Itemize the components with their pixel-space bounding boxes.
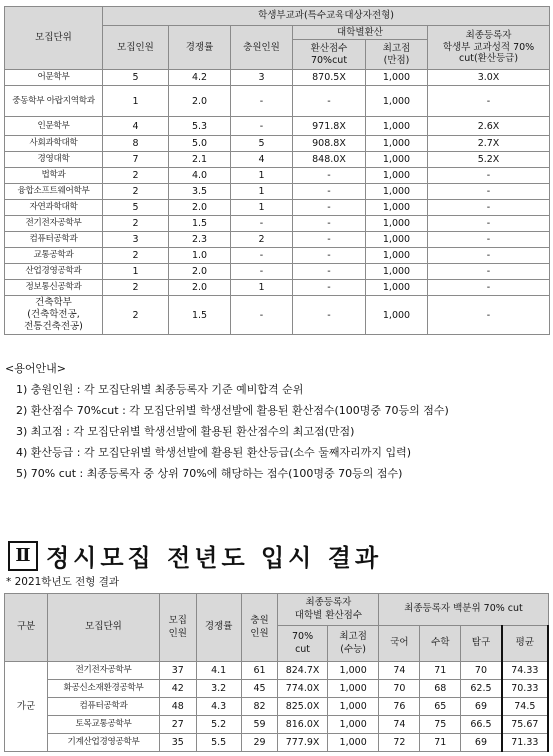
max-score-cell: 1,000 [366,117,428,136]
glossary-notes [5,358,449,484]
table-row [5,264,550,280]
conv-score-cell: - [293,86,366,117]
competition-cell: 2.0 [169,264,231,280]
max-score-cell: 1,000 [366,200,428,216]
max-score-cell: 1,000 [366,136,428,152]
quota-cell: 8 [103,136,169,152]
unit-cell: 중동학부 아랍지역학과 [5,86,103,117]
grade-cell: 2.7X [428,136,550,152]
explore-cell: 69 [461,734,502,752]
grade-cell: - [428,168,550,184]
max-score-cell: 1,000 [366,152,428,168]
glossary-item: 4) 환산등급 : 각 모집단위별 학생선발에 활용된 환산등급(소수 둘째자리까지 입력) [16,446,412,459]
conv-score-cell: 848.0X [293,152,366,168]
max-score-cell: 1,000 [366,168,428,184]
extra-cell: - [231,248,293,264]
max-score-cell: 1,000 [366,296,428,335]
table-row [5,662,549,680]
header-final-group [428,26,550,70]
table-row [5,680,549,698]
header-conv-score-label: 환산점수 [310,42,348,54]
max-score-cell: 1,000 [366,184,428,200]
quota-cell: 2 [103,216,169,232]
glossary-item: 1) 충원인원 : 각 모집단위별 최종등록자 기준 예비합격 순위 [16,383,304,396]
section-title: 정시모집 전년도 입시 결과 [46,544,383,572]
header-max-score-label: 최고점 [382,42,411,54]
math-cell: 65 [420,698,461,716]
extra-cell: 3 [231,70,293,86]
header-pct-group: 최종등록자 백분위 70% cut [379,594,548,626]
header-conv-group [278,594,379,626]
conv-score-cell: - [293,232,366,248]
header-conv-score [293,40,366,70]
quota-cell: 4 [103,117,169,136]
unit-cell: 정보통신공학과 [5,280,103,296]
unit-cell: 컴퓨터공학과 [5,232,103,248]
extra-cell: 61 [241,662,278,680]
unit-cell: 어문학부 [5,70,103,86]
section-numeral: Ⅱ [8,541,38,571]
header-extra [241,594,278,662]
unit-cell: 인문학부 [5,117,103,136]
max-score-cell: 1,000 [366,280,428,296]
glossary-title: <용어안내> [5,362,66,375]
header-final-grade: 학생부 교과성적 70% [442,41,535,53]
header-max [327,626,379,662]
conv-score-cell: - [293,168,366,184]
competition-cell: 2.0 [169,86,231,117]
header-competition: 경쟁률 [196,594,241,662]
grade-cell: - [428,280,550,296]
grade-cell: - [428,232,550,248]
math-cell: 68 [420,680,461,698]
conv-score-cell: - [293,296,366,335]
korean-cell: 74 [379,716,420,734]
table-row [5,184,550,200]
competition-cell: 5.3 [169,117,231,136]
grade-cell: 2.6X [428,117,550,136]
table-row [5,296,550,335]
grade-cell: - [428,296,550,335]
quota-cell: 2 [103,248,169,264]
header-unit: 모집단위 [5,7,103,70]
glossary-item: 5) 70% cut : 최종등록자 중 상위 70%에 해당하는 점수(100명중 70등의 점수) [16,467,403,480]
conv-score-cell: - [293,248,366,264]
unit-cell: 기계산업경영공학부 [48,734,160,752]
conv-score-cell: 971.8X [293,117,366,136]
table-row [5,698,549,716]
competition-cell: 1.5 [169,216,231,232]
quota-cell: 7 [103,152,169,168]
quota-cell: 2 [103,280,169,296]
unit-cell: 사회과학대학 [5,136,103,152]
header-final-grade-2: cut(환산등급) [458,53,519,65]
quota-cell: 42 [159,680,196,698]
competition-cell: 3.2 [196,680,241,698]
header-cut [278,626,328,662]
table-row [5,86,550,117]
grade-cell: 3.0X [428,70,550,86]
quota-cell: 2 [103,296,169,335]
extra-cell: 1 [231,168,293,184]
unit-line-3: 전통건축전공) [24,321,83,332]
extra-cell: 1 [231,280,293,296]
section-subtitle: * 2021학년도 전형 결과 [6,576,119,588]
table-row [5,248,550,264]
header-cut-line-1: 70% [292,631,314,643]
table-row [5,117,550,136]
unit-cell: 전기전자공학부 [5,216,103,232]
avg-cell: 74.33 [502,662,548,680]
cut-cell: 774.0X [278,680,328,698]
header-final-group-label: 최종등록자 [465,29,512,41]
unit-cell: 법학과 [5,168,103,184]
special-admission-results-table [4,6,550,335]
max-score-cell: 1,000 [366,70,428,86]
korean-cell: 70 [379,680,420,698]
quota-cell: 37 [159,662,196,680]
header-avg: 평균 [502,626,548,662]
max-cell: 1,000 [327,698,379,716]
cut-cell: 816.0X [278,716,328,734]
quota-cell: 27 [159,716,196,734]
max-score-cell: 1,000 [366,248,428,264]
header-group: 학생부교과(특수교육대상자전형) [103,7,550,26]
header-quota [159,594,196,662]
table-row [5,232,550,248]
quota-cell: 48 [159,698,196,716]
korean-cell: 76 [379,698,420,716]
extra-cell: - [231,117,293,136]
max-cell: 1,000 [327,680,379,698]
header-conv-group-line-2: 대학별 환산점수 [294,609,363,621]
header-conv-group-line-1: 최종등록자 [305,597,352,609]
quota-cell: 2 [103,168,169,184]
table-row [5,216,550,232]
quota-cell: 35 [159,734,196,752]
competition-cell: 1.5 [169,296,231,335]
math-cell: 71 [420,734,461,752]
header-cut-line-2: cut [295,643,311,655]
quota-cell: 5 [103,70,169,86]
explore-cell: 70 [461,662,502,680]
table-row [5,734,549,752]
competition-cell: 1.0 [169,248,231,264]
max-cell: 1,000 [327,734,379,752]
korean-cell: 74 [379,662,420,680]
grade-cell: - [428,264,550,280]
math-cell: 71 [420,662,461,680]
category-cell: 가군 [5,662,48,752]
header-max-score [366,40,428,70]
avg-cell: 75.67 [502,716,548,734]
extra-cell: 2 [231,232,293,248]
extra-cell: 1 [231,184,293,200]
conv-score-cell: - [293,264,366,280]
table-row [5,716,549,734]
max-score-cell: 1,000 [366,216,428,232]
quota-cell: 5 [103,200,169,216]
unit-cell: 경영대학 [5,152,103,168]
header-quota-line-2: 인원 [168,627,187,639]
header-explore: 탐구 [461,626,502,662]
glossary-item: 2) 환산점수 70%cut : 각 모집단위별 학생선발에 활용된 환산점수(100명중 70등의 점수) [16,404,449,417]
table-row [5,280,550,296]
korean-cell: 72 [379,734,420,752]
conv-score-cell: - [293,216,366,232]
math-cell: 75 [420,716,461,734]
extra-cell: 82 [241,698,278,716]
header-max-line-1: 최고점 [339,631,367,643]
competition-cell: 2.0 [169,280,231,296]
competition-cell: 5.5 [196,734,241,752]
extra-cell: 5 [231,136,293,152]
competition-cell: 3.5 [169,184,231,200]
header-math: 수학 [420,626,461,662]
header-extra-line-2: 인원 [250,627,269,639]
extra-cell: 1 [231,200,293,216]
grade-cell: 5.2X [428,152,550,168]
conv-score-cell: - [293,200,366,216]
extra-cell: - [231,86,293,117]
grade-cell: - [428,200,550,216]
conv-score-cell: 870.5X [293,70,366,86]
grade-cell: - [428,184,550,200]
unit-cell: 교통공학과 [5,248,103,264]
table-row [5,136,550,152]
unit-cell: 자연과학대학 [5,200,103,216]
avg-cell: 71.33 [502,734,548,752]
header-extra: 충원인원 [231,26,293,70]
unit-line-2: (건축학전공, [27,309,80,320]
unit-cell [5,296,103,335]
max-cell: 1,000 [327,662,379,680]
header-extra-line-1: 충원 [250,615,269,627]
header-conv-score-cut: 70%cut [310,54,348,66]
header-quota: 모집인원 [103,26,169,70]
extra-cell: - [231,216,293,232]
competition-cell: 2.1 [169,152,231,168]
glossary-item: 3) 최고점 : 각 모집단위별 학생선발에 활용된 환산점수의 최고점(만점) [16,425,355,438]
avg-cell: 70.33 [502,680,548,698]
conv-score-cell: 908.8X [293,136,366,152]
unit-cell: 융합소프트웨어학부 [5,184,103,200]
unit-cell: 토목교통공학부 [48,716,160,734]
unit-cell: 화공신소재환경공학부 [48,680,160,698]
table-row [5,152,550,168]
quota-cell: 3 [103,232,169,248]
competition-cell: 2.0 [169,200,231,216]
header-korean: 국어 [379,626,420,662]
competition-cell: 2.3 [169,232,231,248]
competition-cell: 5.0 [169,136,231,152]
competition-cell: 4.1 [196,662,241,680]
extra-cell: 4 [231,152,293,168]
competition-cell: 4.3 [196,698,241,716]
max-score-cell: 1,000 [366,232,428,248]
regular-admission-results-table [4,593,549,752]
unit-cell: 컴퓨터공학과 [48,698,160,716]
explore-cell: 66.5 [461,716,502,734]
header-max-score-note: (만점) [383,54,410,66]
max-score-cell: 1,000 [366,86,428,117]
extra-cell: 45 [241,680,278,698]
unit-cell: 산업경영공학과 [5,264,103,280]
table-row [5,168,550,184]
max-cell: 1,000 [327,716,379,734]
competition-cell: 4.0 [169,168,231,184]
conv-score-cell: - [293,280,366,296]
unit-cell: 전기전자공학부 [48,662,160,680]
grade-cell: - [428,248,550,264]
header-conv-group: 대학별환산 [293,26,428,40]
extra-cell: - [231,264,293,280]
grade-cell: - [428,216,550,232]
header-category: 구분 [5,594,48,662]
table-row [5,200,550,216]
cut-cell: 777.9X [278,734,328,752]
extra-cell: 59 [241,716,278,734]
header-competition: 경쟁률 [169,26,231,70]
grade-cell: - [428,86,550,117]
section-heading [8,538,382,573]
header-quota-line-1: 모집 [168,615,187,627]
competition-cell: 5.2 [196,716,241,734]
explore-cell: 62.5 [461,680,502,698]
table-row [5,70,550,86]
header-unit: 모집단위 [48,594,160,662]
quota-cell: 1 [103,264,169,280]
quota-cell: 1 [103,86,169,117]
max-score-cell: 1,000 [366,264,428,280]
explore-cell: 69 [461,698,502,716]
avg-cell: 74.5 [502,698,548,716]
competition-cell: 4.2 [169,70,231,86]
quota-cell: 2 [103,184,169,200]
unit-line-1: 건축학부 [35,297,72,308]
extra-cell: 29 [241,734,278,752]
cut-cell: 825.0X [278,698,328,716]
conv-score-cell: - [293,184,366,200]
cut-cell: 824.7X [278,662,328,680]
header-max-line-2: (수능) [340,643,367,655]
extra-cell: - [231,296,293,335]
